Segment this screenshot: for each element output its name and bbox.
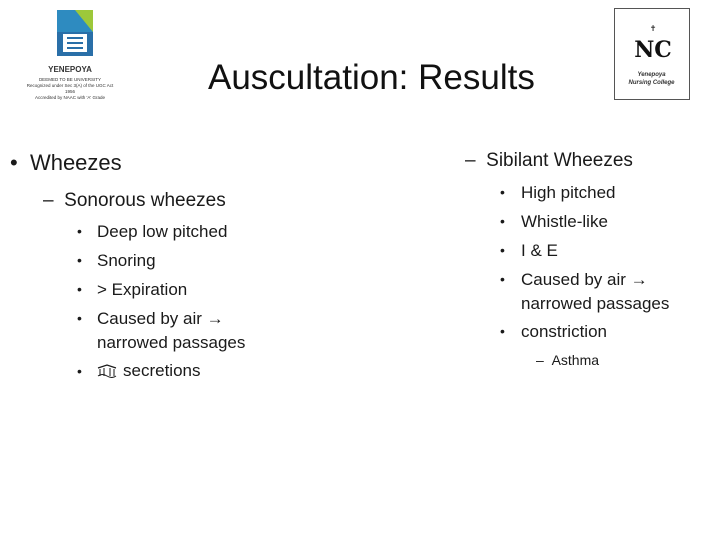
logo-tagline: DEEMED TO BE UNIVERSITY Recognized under Sec 3(A) of the UGC Act 1956 Accredited by NAAC with 'A' Grade — [26, 77, 114, 100]
bullet-dot: • — [500, 242, 505, 258]
point-expiration: > Expiration — [97, 280, 188, 299]
svg-text:NC: NC — [634, 37, 672, 63]
sub-sibilant: – Sibilant Wheezes — [465, 150, 633, 171]
point-high-pitched: High pitched — [521, 183, 616, 202]
bullet-dot: • — [77, 223, 82, 239]
point-i-and-e: I & E — [521, 241, 558, 260]
sub-sonorous: – Sonorous wheezes — [43, 190, 226, 211]
bullet-dot: • — [500, 271, 505, 287]
point-caused-by-air: Caused by air → — [521, 270, 648, 289]
logo-college-name: Yenepoya Nursing College — [628, 72, 675, 86]
point-deep-low: Deep low pitched — [97, 222, 228, 241]
bullet-dot: • — [77, 310, 82, 326]
bullet-dot: • — [77, 281, 82, 297]
slide-title: Auscultation: Results — [208, 58, 535, 97]
university-logo — [25, 5, 115, 105]
bullet-dot: • — [500, 213, 505, 229]
nursing-college-logo — [614, 8, 690, 100]
point-secretions: secretions — [123, 361, 201, 380]
bullet-dot: • — [77, 363, 82, 379]
subsub-asthma: – Asthma — [536, 352, 600, 368]
increased-symbol-icon — [97, 364, 117, 378]
svg-text:✝: ✝ — [649, 24, 657, 33]
point-caused-by-air: Caused by air → — [97, 309, 224, 328]
bullet-dot: • — [77, 252, 82, 268]
point-narrowed-passages: narrowed passages — [97, 333, 246, 352]
bullet-dot: • — [500, 323, 505, 339]
bullet-wheezes: • Wheezes — [10, 150, 122, 175]
crest-icon — [55, 8, 95, 62]
point-whistle-like: Whistle-like — [521, 212, 608, 231]
point-constriction: constriction — [521, 322, 607, 341]
logo-name: YENEPOYA — [48, 65, 92, 74]
point-narrowed-passages: narrowed passages — [521, 294, 670, 313]
bullet-dot: • — [500, 184, 505, 200]
point-snoring: Snoring — [97, 251, 156, 270]
ync-emblem-icon — [633, 21, 673, 65]
